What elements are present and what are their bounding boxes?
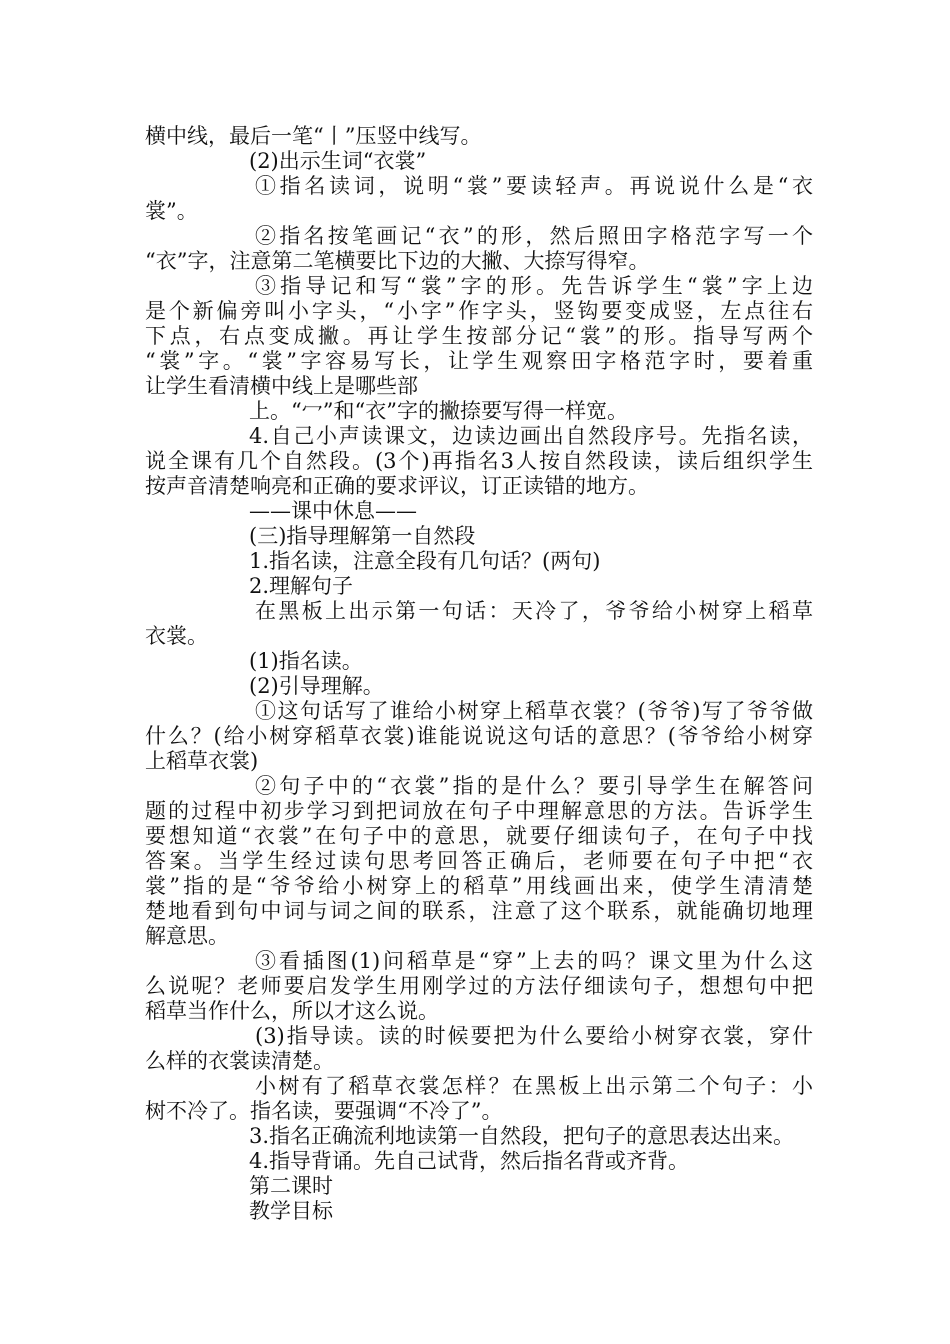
text-line: 让学生看清横中线上是哪些部 [145,374,418,398]
text-line: 楚地看到句中词与词之间的联系，注意了这个联系，就能确切地理 [145,899,813,923]
text-line: ①这句话写了谁给小树穿上稻草衣裳？(爷爷)写了爷爷做 [255,699,813,723]
text-line: 2.理解句子 [249,574,354,598]
text-line: 是个新偏旁叫小字头，“小字”作字头，竖钩要变成竖，左点往右 [145,299,813,323]
text-line: 么说呢？老师要启发学生用刚学过的方法仔细读句子，想想句中把 [145,974,813,998]
document-body [145,124,813,1224]
text-line: (3)指导读。读的时候要把为什么要给小树穿衣裳，穿什 [255,1024,813,1048]
text-line: 题的过程中初步学习到把词放在句子中理解意思的方法。告诉学生 [145,799,813,823]
text-line: ①指名读词，说明“裳”要读轻声。再说说什么是“衣 [255,174,813,198]
text-line: 么样的衣裳读清楚。 [145,1049,334,1073]
text-line: “衣”字，注意第二笔横要比下边的大撇、大捺写得窄。 [145,249,650,273]
text-line: ③看插图(1)问稻草是“穿”上去的吗？课文里为什么这 [255,949,813,973]
text-line: (2)出示生词“衣裳” [249,149,427,173]
text-line: 裳”指的是“爷爷给小树穿上的稻草”用线画出来，使学生清清楚 [145,874,813,898]
text-line: 4.指导背诵。先自己试背，然后指名背或齐背。 [249,1149,690,1173]
section-heading: (三)指导理解第一自然段 [249,524,476,548]
text-line: 4.自己小声读课文，边读边画出自然段序号。先指名读， [249,424,813,448]
text-line: 按声音清楚响亮和正确的要求评议，订正读错的地方。 [145,474,649,498]
text-line: 下点，右点变成撇。再让学生按部分记“裳”的形。指导写两个 [145,324,813,348]
text-line: 答案。当学生经过读句思考回答正确后，老师要在句子中把“衣 [145,849,813,873]
text-line: 横中线，最后一笔“丨”压竖中线写。 [145,124,482,148]
text-line: 在黑板上出示第一句话：天冷了，爷爷给小树穿上稻草 [255,599,813,623]
text-line: (1)指名读。 [249,649,363,673]
text-line: 什么？(给小树穿稻草衣裳)谁能说说这句话的意思？(爷爷给小树穿 [145,724,813,748]
text-line: 衣裳。 [145,624,208,648]
text-line: 稻草当作什么，所以才这么说。 [145,999,439,1023]
section-heading: 教学目标 [249,1199,333,1223]
text-line: “裳”字。“裳”字容易写长，让学生观察田字格范字时，要着重 [145,349,813,373]
text-line: 树不冷了。指名读，要强调“不冷了”。 [145,1099,503,1123]
text-line: 小树有了稻草衣裳怎样？在黑板上出示第二个句子：小 [255,1074,813,1098]
text-line: 上稻草衣裳) [145,749,259,773]
text-line: 1.指名读，注意全段有几句话？(两句) [249,549,601,573]
text-line: (2)引导理解。 [249,674,384,698]
text-line: 解意思。 [145,924,229,948]
text-line: ②指名按笔画记“衣”的形，然后照田字格范字写一个 [255,224,813,248]
text-line: ——课中休息—— [249,499,417,523]
section-heading: 第二课时 [249,1174,333,1198]
text-line: 上。“冖”和“衣”字的撇捺要写得一样宽。 [249,399,628,423]
text-line: ③指导记和写“裳”字的形。先告诉学生“裳”字上边 [255,274,813,298]
text-line: 要想知道“衣裳”在句子中的意思，就要仔细读句子，在句子中找 [145,824,813,848]
text-line: 3.指名正确流利地读第一自然段，把句子的意思表达出来。 [249,1124,795,1148]
text-line: 裳”。 [145,199,198,223]
text-line: 说全课有几个自然段。(3个)再指名3人按自然段读，读后组织学生 [145,449,813,473]
text-line: ②句子中的“衣裳”指的是什么？要引导学生在解答问 [255,774,813,798]
